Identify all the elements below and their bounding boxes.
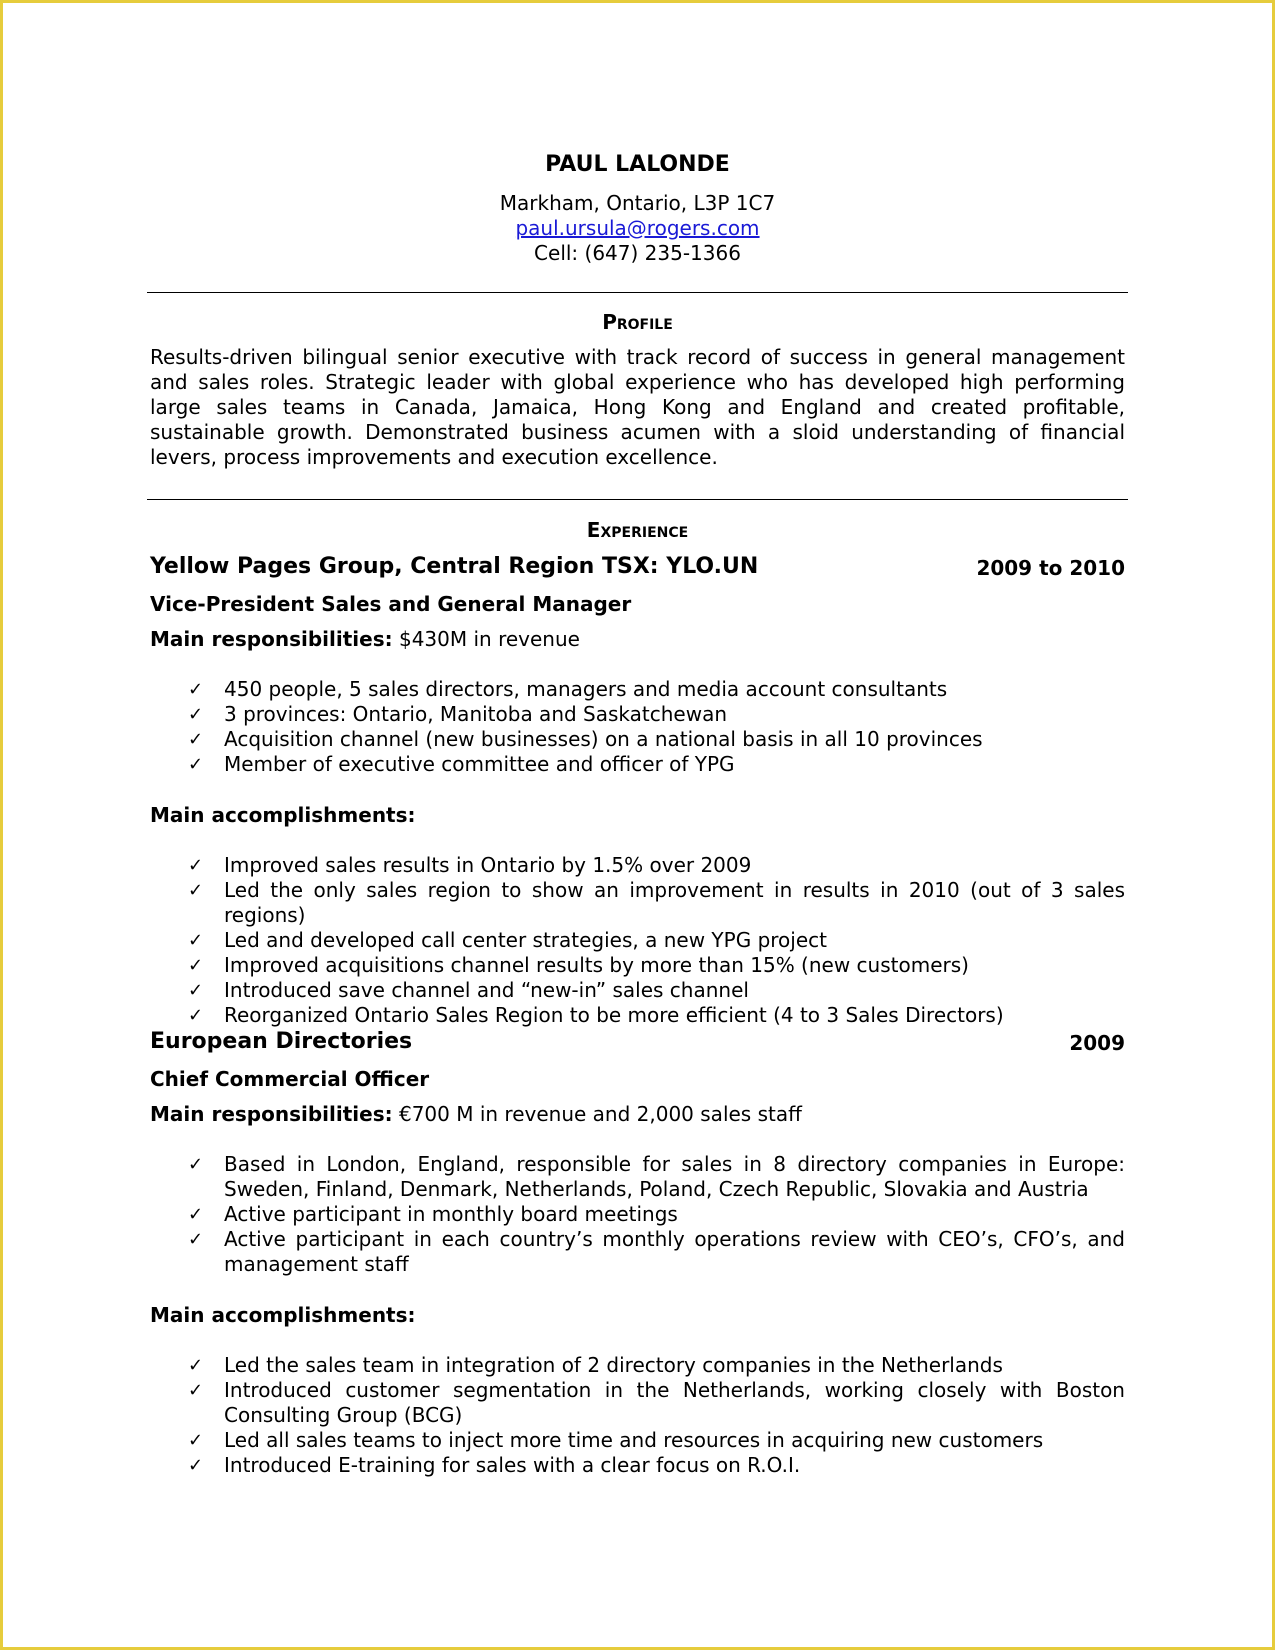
email-link[interactable]: paul.ursula@rogers.com bbox=[515, 216, 760, 240]
accomplishments-list bbox=[186, 853, 1125, 1028]
list-item bbox=[186, 1152, 1125, 1202]
checkmark-icon: ✓ bbox=[188, 679, 204, 700]
candidate-name: PAUL LALONDE bbox=[545, 152, 730, 177]
list-item-text: 3 provinces: Ontario, Manitoba and Saskatchewan bbox=[224, 702, 728, 726]
list-item bbox=[186, 1453, 1125, 1478]
list-item bbox=[186, 702, 1125, 727]
profile-text: Results-driven bilingual senior executive with track record of success in general management and sales roles. Strategic leader with global experience who has developed high performing large sales teams in Canada, Jamaica, Hong Kong and England and created profitable, sustainable growth. Demonstrated business acumen with a sloid understanding of financial levers, process improvements and execution excellence. bbox=[150, 345, 1125, 469]
accomplishments-label bbox=[150, 1303, 416, 1327]
experience-heading: Experience bbox=[586, 518, 689, 542]
list-item-text: 450 people, 5 sales directors, managers and media account consultants bbox=[224, 677, 948, 701]
checkmark-icon: ✓ bbox=[188, 855, 204, 876]
checkmark-icon: ✓ bbox=[188, 1154, 204, 1175]
checkmark-icon: ✓ bbox=[188, 930, 204, 951]
list-item-text: Led all sales teams to inject more time and resources in acquiring new customers bbox=[224, 1428, 1044, 1452]
phone: Cell: (647) 235-1366 bbox=[534, 241, 741, 265]
job-dates: 2009 bbox=[1069, 1031, 1125, 1055]
divider bbox=[147, 499, 1128, 500]
checkmark-icon: ✓ bbox=[188, 955, 204, 976]
list-item-text: Led the only sales region to show an improvement in results in 2010 (out of 3 sales regions) bbox=[224, 878, 1125, 927]
list-item bbox=[186, 727, 1125, 752]
job-title: Vice-President Sales and General Manager bbox=[150, 592, 632, 616]
list-item bbox=[186, 1378, 1125, 1428]
responsibilities-list bbox=[186, 1152, 1125, 1277]
checkmark-icon: ✓ bbox=[188, 1455, 204, 1476]
job-title: Chief Commercial Officer bbox=[150, 1067, 430, 1091]
company-name: European Directories bbox=[150, 1029, 413, 1054]
list-item bbox=[186, 928, 1125, 953]
list-item-text: Introduced customer segmentation in the Netherlands, working closely with Boston Consulting Group (BCG) bbox=[224, 1378, 1125, 1427]
list-item-text: Member of executive committee and officer of YPG bbox=[224, 752, 735, 776]
list-item-text: Active participant in each country’s monthly operations review with CEO’s, CFO’s, and management staff bbox=[224, 1227, 1125, 1276]
checkmark-icon: ✓ bbox=[188, 704, 204, 725]
checkmark-icon: ✓ bbox=[188, 1380, 204, 1401]
list-item-text: Acquisition channel (new businesses) on a national basis in all 10 provinces bbox=[224, 727, 983, 751]
checkmark-icon: ✓ bbox=[188, 980, 204, 1001]
list-item bbox=[186, 1227, 1125, 1277]
list-item-text: Led and developed call center strategies, a new YPG project bbox=[224, 928, 827, 952]
accomplishments-label-text: Main accomplishments: bbox=[150, 1303, 416, 1327]
checkmark-icon: ✓ bbox=[188, 754, 204, 775]
responsibilities-summary: €700 M in revenue and 2,000 sales staff bbox=[392, 1102, 802, 1126]
profile-heading: Profile bbox=[602, 310, 673, 334]
list-item-text: Reorganized Ontario Sales Region to be more efficient (4 to 3 Sales Directors) bbox=[224, 1003, 1004, 1027]
company-name: Yellow Pages Group, Central Region TSX: YLO.UN bbox=[150, 554, 759, 579]
list-item bbox=[186, 752, 1125, 777]
checkmark-icon: ✓ bbox=[188, 729, 204, 750]
list-item-text: Improved acquisitions channel results by more than 15% (new customers) bbox=[224, 953, 969, 977]
list-item-text: Improved sales results in Ontario by 1.5% over 2009 bbox=[224, 853, 752, 877]
checkmark-icon: ✓ bbox=[188, 1005, 204, 1026]
list-item bbox=[186, 1353, 1125, 1378]
list-item bbox=[186, 677, 1125, 702]
address: Markham, Ontario, L3P 1C7 bbox=[499, 191, 776, 215]
checkmark-icon: ✓ bbox=[188, 1355, 204, 1376]
responsibilities-summary: $430M in revenue bbox=[392, 627, 580, 651]
email-line bbox=[0, 216, 1275, 240]
list-item-text: Introduced E-training for sales with a clear focus on R.O.I. bbox=[224, 1453, 801, 1477]
list-item bbox=[186, 1202, 1125, 1227]
checkmark-icon: ✓ bbox=[188, 880, 204, 901]
checkmark-icon: ✓ bbox=[188, 1430, 204, 1451]
list-item-text: Active participant in monthly board meetings bbox=[224, 1202, 678, 1226]
job-dates: 2009 to 2010 bbox=[976, 556, 1125, 580]
list-item bbox=[186, 953, 1125, 978]
accomplishments-label-text: Main accomplishments: bbox=[150, 803, 416, 827]
list-item-text: Introduced save channel and “new-in” sales channel bbox=[224, 978, 749, 1002]
list-item-text: Led the sales team in integration of 2 directory companies in the Netherlands bbox=[224, 1353, 1003, 1377]
list-item bbox=[186, 878, 1125, 928]
accomplishments-list bbox=[186, 1353, 1125, 1478]
responsibilities-label-text: Main responsibilities: bbox=[150, 627, 393, 651]
list-item bbox=[186, 1003, 1125, 1028]
list-item-text: Based in London, England, responsible for sales in 8 directory companies in Europe: Sweden, Finland, Denmark, Netherlands, Poland, Czech Republic, Slovakia and Austria bbox=[224, 1152, 1125, 1201]
list-item bbox=[186, 853, 1125, 878]
responsibilities-label bbox=[150, 1102, 802, 1126]
responsibilities-label-text: Main responsibilities: bbox=[150, 1102, 393, 1126]
checkmark-icon: ✓ bbox=[188, 1229, 204, 1250]
responsibilities-label bbox=[150, 627, 580, 651]
list-item bbox=[186, 978, 1125, 1003]
responsibilities-list bbox=[186, 677, 1125, 777]
checkmark-icon: ✓ bbox=[188, 1204, 204, 1225]
accomplishments-label bbox=[150, 803, 416, 827]
list-item bbox=[186, 1428, 1125, 1453]
divider bbox=[147, 292, 1128, 293]
